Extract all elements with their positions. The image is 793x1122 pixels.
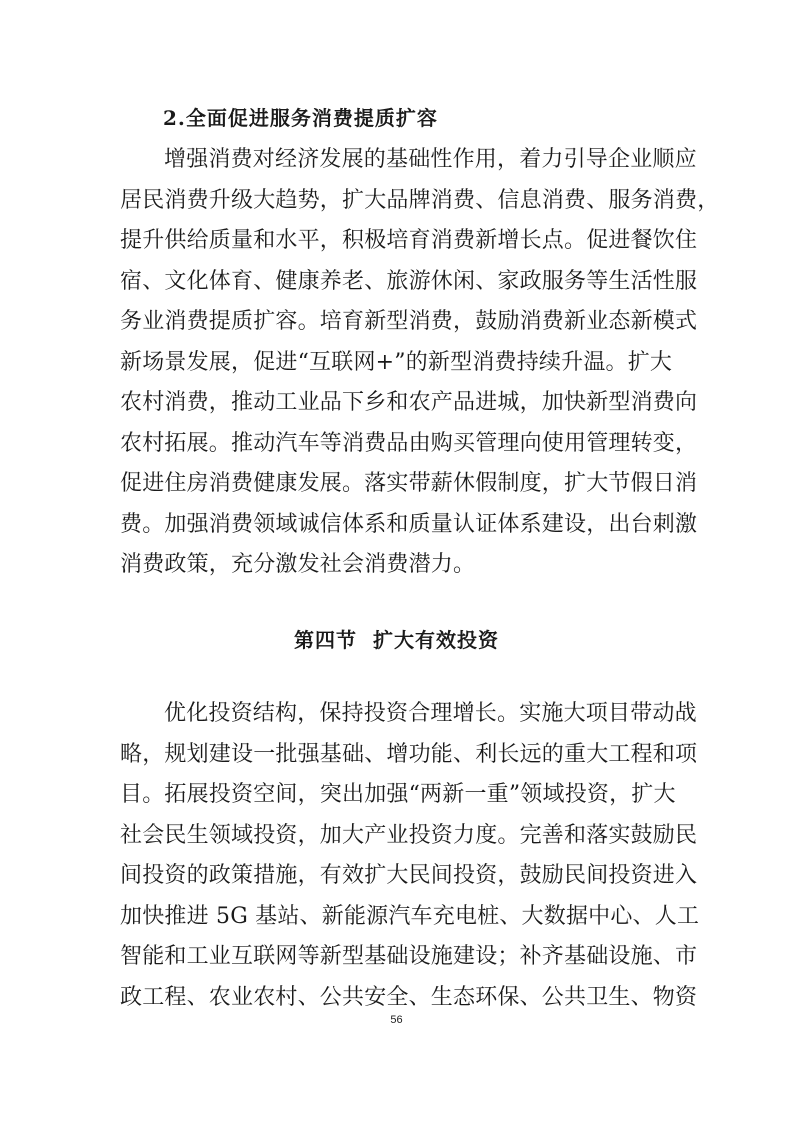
paragraph-line: 新场景发展，促进“互联网+”的新型消费持续升温。扩大 [120,349,673,375]
paragraph-line: 费。加强消费领域诚信体系和质量认证体系建设，出台刺激 [120,511,698,537]
paragraph-line: 政工程、农业农村、公共安全、生态环保、公共卫生、物资 [120,984,698,1010]
paragraph-line: 加快推进 5G 基站、新能源汽车充电桩、大数据中心、人工 [120,903,700,929]
paragraph-line: 增强消费对经济发展的基础性作用，着力引导企业顺应 [164,147,697,172]
paragraph-line: 略，规划建设一批强基础、增功能、利长远的重大工程和项 [120,741,698,767]
page-number: 56 [390,1014,403,1026]
paragraph-line: 智能和工业互联网等新型基础设施建设；补齐基础设施、市 [120,944,698,969]
paragraph-line: 目。拓展投资空间，突出加强“两新一重”领域投资，扩大 [120,782,676,807]
paragraph-line: 间投资的政策措施，有效扩大民间投资，鼓励民间投资进入 [120,863,698,888]
subsection-heading: 2.全面促进服务消费提质扩容 [163,106,438,130]
paragraph-line: 农村消费，推动工业品下乡和农产品进城，加快新型消费向 [120,390,698,415]
paragraph-service-consumption [120,140,720,586]
paragraph-line: 农村拓展。推动汽车等消费品由购买管理向使用管理转变， [120,430,698,456]
paragraph-line: 促进住房消费健康发展。落实带薪休假制度，扩大节假日消 [120,471,698,496]
section-heading: 第四节 扩大有效投资 [294,628,499,652]
paragraph-line: 居民消费升级大趋势，扩大品牌消费、信息消费、服务消费， [120,187,720,213]
paragraph-line: 优化投资结构，保持投资合理增长。实施大项目带动战 [164,701,697,726]
paragraph-line: 提升供给质量和水平，积极培育消费新增长点。促进餐饮住 [120,228,698,253]
paragraph-effective-investment [120,694,700,1018]
paragraph-line: 社会民生领域投资，加大产业投资力度。完善和落实鼓励民 [120,822,698,848]
paragraph-line: 消费政策，充分激发社会消费潜力。 [120,552,476,577]
paragraph-line: 务业消费提质扩容。培育新型消费，鼓励消费新业态新模式 [120,309,698,334]
paragraph-line: 宿、文化体育、健康养老、旅游休闲、家政服务等生活性服 [120,268,698,294]
